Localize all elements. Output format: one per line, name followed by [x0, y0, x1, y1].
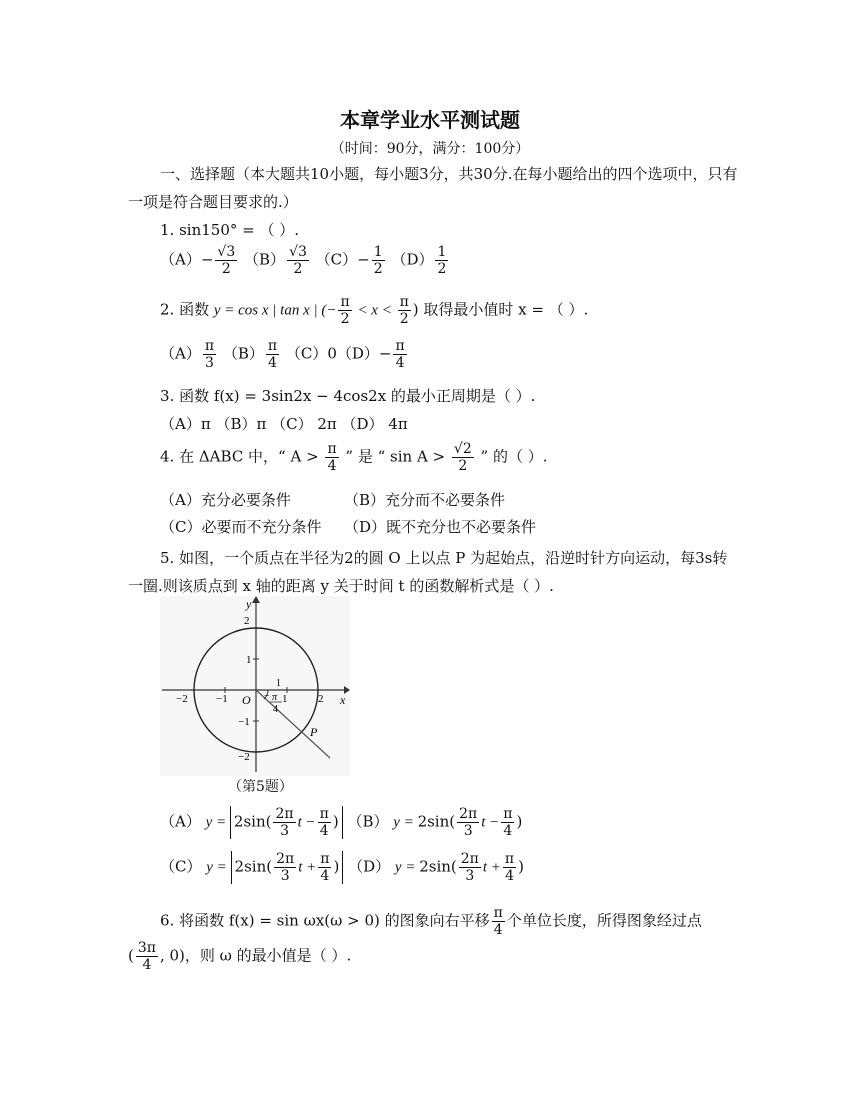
formula: 2sin( [417, 812, 456, 831]
formula: t − [297, 814, 316, 831]
numerator: π [399, 294, 409, 310]
fraction [457, 806, 479, 839]
formula: ) [332, 812, 339, 831]
fraction [266, 338, 279, 371]
tick-label-x: 1 [282, 693, 288, 705]
formula: ) [516, 812, 523, 831]
numerator: π [493, 905, 503, 921]
stem-text: 6. 将函数 f(x) = sin ωx(ω > 0) 的图象向右平移 [160, 911, 490, 930]
page-title: 本章学业水平测试题 [340, 108, 520, 132]
y-axis-label: y [246, 597, 252, 611]
formula: t − [481, 814, 500, 831]
option-c-label: （C） [160, 857, 202, 876]
angle-sign: − [264, 691, 270, 702]
stem-text: ” 的（ ）. [475, 447, 548, 466]
formula: ( [128, 946, 134, 965]
formula: y = [206, 859, 231, 876]
tick-label-x: 2 [318, 693, 324, 705]
denominator: 2 [293, 261, 303, 277]
fraction [215, 244, 237, 277]
formula: 2sin( [234, 857, 273, 876]
question-6-stem [160, 905, 702, 938]
origin-label: O [242, 693, 251, 707]
y-axis-arrow [252, 596, 260, 603]
question-1-stem: 1. sin150° = （ ）. [160, 221, 300, 239]
denominator: 3 [280, 823, 289, 839]
denominator: 2 [221, 261, 231, 277]
question-4-option-c: （C）必要而不充分条件 [160, 518, 322, 536]
minus-sign: − [357, 250, 370, 269]
question-4-stem [160, 441, 548, 474]
denominator: 4 [395, 355, 405, 371]
fraction [459, 851, 481, 884]
denominator: 3 [463, 823, 473, 839]
question-4-option-b: （B）充分而不必要条件 [344, 491, 506, 509]
fraction [372, 244, 385, 277]
denominator: 4 [320, 868, 330, 884]
fraction [318, 806, 331, 839]
formula: y = [394, 859, 420, 876]
numerator: π [340, 294, 350, 310]
option-d-label: （D） [391, 250, 434, 269]
denominator: 4 [493, 922, 503, 938]
formula: y = cos x | tan x | (− [213, 302, 337, 319]
denominator: 4 [327, 458, 337, 474]
formula: t + [298, 859, 317, 876]
point-p-label: P [310, 725, 318, 739]
numerator: π [319, 806, 329, 822]
denominator: 4 [142, 957, 152, 973]
absolute-value [230, 806, 343, 839]
stem-text: 4. 在 ΔABC 中，“ A > [160, 447, 324, 466]
option-b-label: （B） [244, 250, 286, 269]
unit-circle-svg [160, 596, 350, 776]
formula: < x < [353, 302, 396, 319]
x-axis-label: x [340, 693, 346, 707]
fraction [325, 441, 338, 474]
formula: ) [518, 857, 524, 876]
numerator: π [395, 338, 405, 354]
question-6-stem-cont [128, 940, 351, 973]
numerator: 2π [276, 851, 295, 867]
question-5-options-cd [160, 851, 524, 884]
denominator: 3 [465, 868, 475, 884]
option-c-label: （C） [315, 250, 358, 269]
question-5-options-ab [160, 806, 522, 839]
question-3-options: （A）π （B）π （C） 2π （D） 4π [160, 415, 408, 433]
denominator: 2 [340, 311, 350, 327]
formula: y = [393, 814, 418, 831]
option-b-label: （B） [347, 812, 389, 831]
option-a-label: （A） [160, 812, 201, 831]
minus-sign: − [200, 250, 214, 269]
option-c-label: （C）0（D）− [285, 344, 392, 363]
numerator: π [204, 338, 215, 354]
numerator: 2π [275, 806, 294, 822]
stem-text: ” 是 “ sin A > [340, 447, 450, 466]
denominator: 3 [204, 355, 214, 371]
tick-label-y: 2 [244, 615, 250, 627]
numerator: π [327, 441, 337, 457]
fraction [393, 338, 406, 371]
question-3-stem: 3. 函数 f(x) = 3sin2x − 4cos2x 的最小正周期是（ ）. [160, 387, 536, 405]
denominator: 3 [280, 868, 290, 884]
denominator: 4 [503, 823, 513, 839]
denominator: 4 [319, 823, 329, 839]
tick-label-y: 1 [246, 654, 252, 666]
tick-label-y: −2 [238, 751, 250, 763]
fraction [318, 851, 331, 884]
fraction [501, 806, 514, 839]
absolute-value [231, 851, 344, 884]
denominator: 2 [373, 261, 383, 277]
unit-circle-figure [160, 596, 350, 776]
stem-text: 个单位长度，所得图象经过点 [506, 911, 702, 930]
numerator: 3π [137, 940, 156, 956]
numerator: √3 [289, 244, 307, 260]
tick-label-y: −1 [238, 716, 250, 728]
angle-label-top: 1 [276, 678, 281, 689]
formula: , 0) [159, 946, 185, 965]
tick-label-x: −2 [176, 693, 188, 705]
fraction [136, 940, 158, 973]
formula: t + [482, 859, 501, 876]
question-4-option-d: （D）既不充分也不必要条件 [344, 518, 537, 536]
option-b-label: （B） [222, 344, 264, 363]
formula: ) [333, 857, 340, 876]
numerator: 2π [460, 851, 479, 867]
question-4-option-a: （A）充分必要条件 [160, 491, 291, 509]
question-2-options [160, 338, 409, 371]
numerator: 1 [373, 244, 383, 260]
tick-label-x: −1 [216, 693, 228, 705]
numerator: √3 [217, 244, 236, 260]
question-1-options [160, 244, 450, 277]
fraction [203, 338, 216, 371]
option-d-label: （D） [348, 857, 391, 876]
fraction [274, 851, 296, 884]
fraction [492, 905, 505, 938]
angle-num: π [272, 692, 278, 703]
denominator: 4 [505, 868, 514, 884]
numerator: 2π [459, 806, 478, 822]
fraction [435, 244, 448, 277]
question-5-stem: 5. 如图，一个质点在半径为2的圆 O 上以点 P 为起始点，沿逆时针方向运动，每3s转一圈.则该质点到 x 轴的距离 y 关于时间 t 的函数解析式是（ ）. [128, 549, 728, 595]
figure-caption: （第5题） [228, 779, 293, 795]
angle-den: 4 [273, 704, 278, 715]
stem-text: ) 取得最小值时 x = （ ）. [412, 300, 589, 319]
fraction [338, 294, 351, 327]
question-2-stem [160, 294, 588, 327]
section-heading: 一、选择题（本大题共10小题，每小题3分，共30分.在每小题给出的四个选项中，只有一项是符合题目要求的.） [128, 165, 738, 211]
fraction [452, 441, 474, 474]
numerator: π [503, 806, 513, 822]
option-a-label: （A） [160, 344, 201, 363]
numerator: π [267, 338, 278, 354]
numerator: √2 [453, 441, 472, 457]
stem-text: 2. 函数 [160, 300, 214, 319]
numerator: π [320, 851, 330, 867]
option-a-label: （A） [160, 250, 201, 269]
denominator: 2 [458, 458, 468, 474]
denominator: 2 [399, 311, 409, 327]
numerator: π [504, 851, 515, 867]
formula: 2sin( [233, 812, 272, 831]
stem-text: ，则 ω 的最小值是（ ）. [184, 946, 352, 965]
fraction [503, 851, 516, 884]
page-subtitle: （时间：90分，满分：100分） [330, 141, 530, 157]
formula: y = [205, 814, 230, 831]
formula: 2sin( [419, 857, 457, 876]
fraction [287, 244, 309, 277]
fraction [398, 294, 411, 327]
denominator: 4 [268, 355, 277, 371]
denominator: 2 [437, 261, 447, 277]
numerator: 1 [437, 244, 447, 260]
fraction [273, 806, 295, 839]
